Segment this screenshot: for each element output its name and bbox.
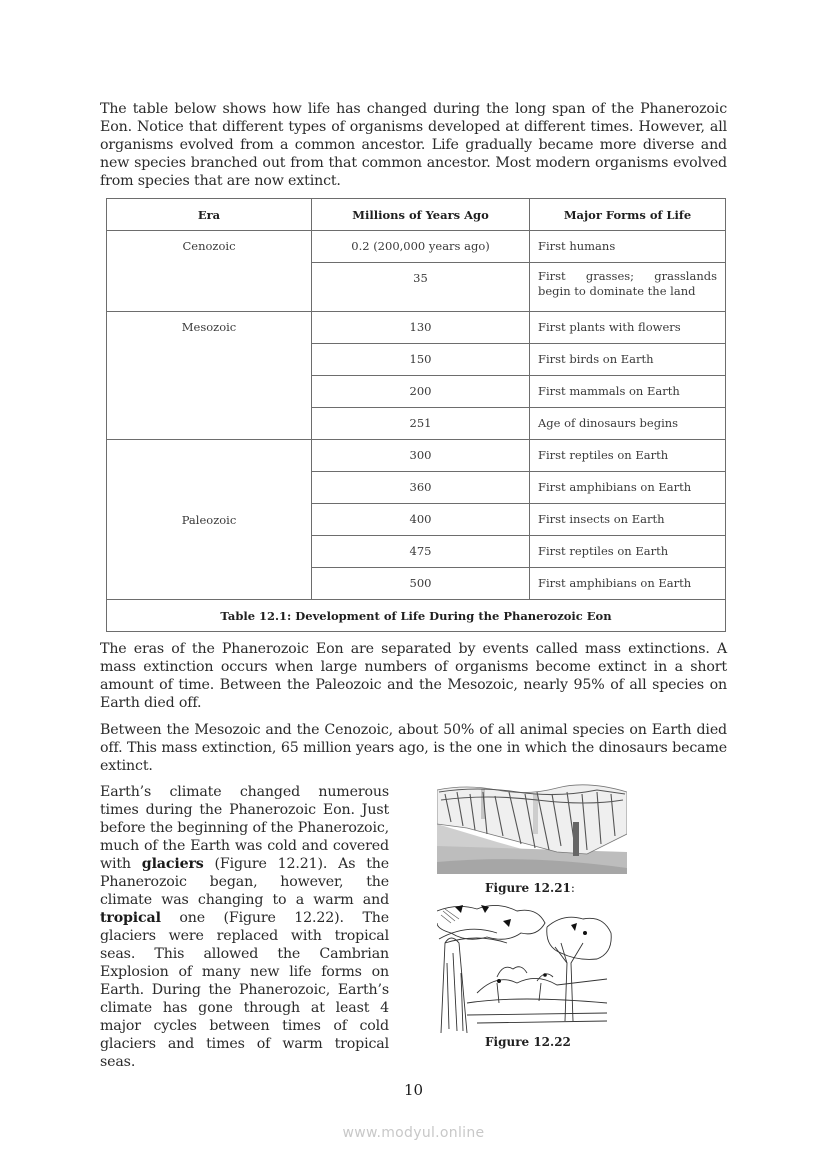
table-caption: Table 12.1: Development of Life During the Phanerozoic Eon	[107, 600, 726, 632]
life-cell: First insects on Earth	[530, 504, 726, 536]
mya-cell: 35	[312, 263, 530, 312]
life-cell: First reptiles on Earth	[530, 440, 726, 472]
glaciers-term: glaciers	[141, 856, 204, 872]
mass-extinction-paragraph: The eras of the Phanerozoic Eon are separated by events called mass extinctions. A mass extinction occurs when large numbers of organisms become extinct in a short amount of time. Between the Paleozoic and the Mesozoic, nearly 95% of all species on Earth died off.	[100, 641, 727, 711]
figure-caption-text: Figure 12.22	[485, 1035, 571, 1049]
figure-caption-text: Figure 12.21	[485, 881, 571, 895]
figure-caption-suffix: :	[570, 881, 575, 895]
climate-text-2: (Figure 12.21). As the Phanerozoic began, however, the climate was changing to a warm and	[100, 856, 390, 908]
header-era: Era	[107, 199, 312, 231]
figure-12-21-caption	[485, 881, 575, 895]
life-cell: First birds on Earth	[530, 344, 726, 376]
mya-cell: 200	[312, 376, 530, 408]
climate-paragraph	[100, 783, 389, 1071]
mya-cell: 360	[312, 472, 530, 504]
development-of-life-table	[106, 198, 726, 632]
watermark: www.modyul.online	[342, 1125, 485, 1141]
intro-paragraph: The table below shows how life has changed during the long span of the Phanerozoic Eon. Notice that different types of organisms developed at different times. However, all organisms evolved from a common ancestor. Life gradually became more diverse and new species branched out from that common ancestor. Most modern organisms evolved from species that are now extinct.	[100, 101, 727, 189]
life-cell: First mammals on Earth	[530, 376, 726, 408]
dinosaur-extinction-paragraph: Between the Mesozoic and the Cenozoic, about 50% of all animal species on Earth died off. This mass extinction, 65 million years ago, is the one in which the dinosaurs became extinct.	[100, 722, 727, 774]
table-row	[107, 231, 726, 263]
life-cell: First grasses; grasslands begin to dominate the land	[530, 263, 726, 312]
mya-cell: 500	[312, 568, 530, 600]
table-caption-row	[107, 600, 726, 632]
climate-text-1: Earth’s climate changed numerous times during the Phanerozoic Eon. Just before the beginning of the Phanerozoic, much of the Earth was cold and covered with	[100, 784, 389, 872]
mya-cell: 400	[312, 504, 530, 536]
figure-12-22-caption	[485, 1035, 571, 1049]
mya-cell: 150	[312, 344, 530, 376]
era-cell: Paleozoic	[107, 440, 312, 600]
life-cell: First amphibians on Earth	[530, 568, 726, 600]
tropical-term: tropical	[100, 910, 161, 926]
life-cell: First humans	[530, 231, 726, 263]
mya-cell: 130	[312, 312, 530, 344]
figure-12-22	[437, 903, 612, 1033]
life-cell: Age of dinosaurs begins	[530, 408, 726, 440]
page-number: 10	[403, 1081, 424, 1099]
figure-12-21	[437, 784, 627, 874]
life-cell: First reptiles on Earth	[530, 536, 726, 568]
era-cell: Cenozoic	[107, 231, 312, 312]
mya-cell: 251	[312, 408, 530, 440]
era-cell: Mesozoic	[107, 312, 312, 440]
table-header-row	[107, 199, 726, 231]
header-major-forms-of-life: Major Forms of Life	[530, 199, 726, 231]
climate-text-3: one (Figure 12.22). The glaciers were replaced with tropical seas. This allowed the Cambrian Explosion of many new life forms on Earth. During the Phanerozoic, Earth’s climate has gone through at least 4 major cycles between times of cold glaciers and times of warm tropical seas.	[100, 910, 389, 1070]
glacier-illustration-icon	[437, 784, 627, 874]
tropical-forest-illustration-icon	[437, 903, 612, 1033]
mya-cell: 300	[312, 440, 530, 472]
table-row	[107, 440, 726, 472]
life-cell: First plants with flowers	[530, 312, 726, 344]
mya-cell: 0.2 (200,000 years ago)	[312, 231, 530, 263]
life-cell: First amphibians on Earth	[530, 472, 726, 504]
header-millions-of-years: Millions of Years Ago	[312, 199, 530, 231]
table-row	[107, 312, 726, 344]
mya-cell: 475	[312, 536, 530, 568]
